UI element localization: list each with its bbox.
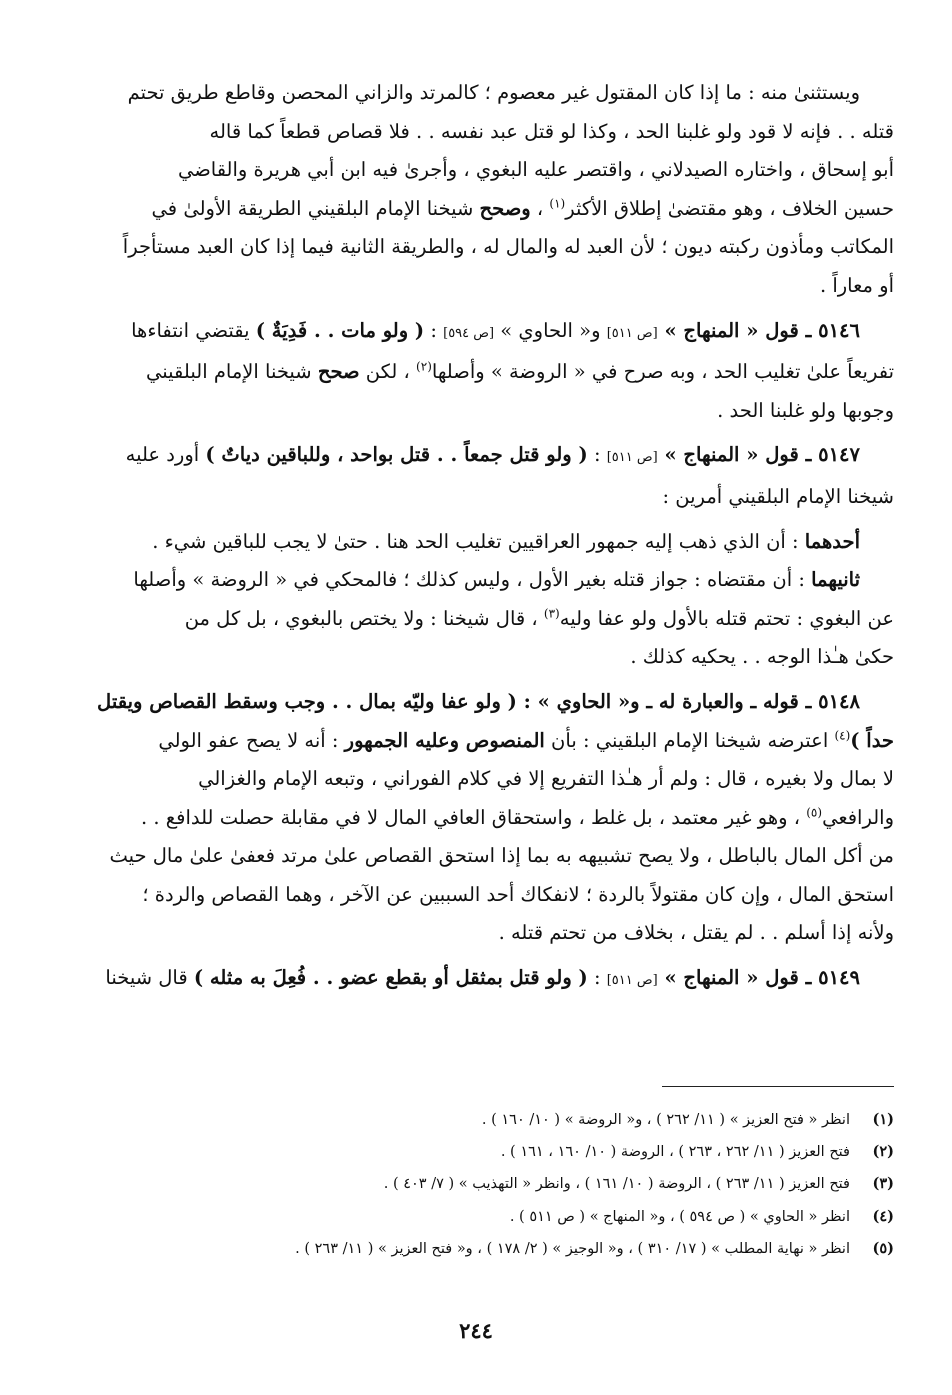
quoted-text: ( ولو قتل جمعاً . . قتل بواحد ، وللباقين دياتٌ ) [205,443,588,467]
text-line: ولأنه إذا أسلم . . لم يقتل ، بخلاف من تحتم قتله . [498,921,894,945]
text-line: أو معاراً . [819,273,894,297]
footnote-marker: (١) [872,1111,894,1128]
footnote-item [58,1201,894,1233]
text-segment: : [424,318,444,342]
text-segment: والرافعي [822,805,894,829]
quoted-text: ( ولو مات . . فَدِيَةٌ ) [255,318,425,342]
footnote-reference[interactable]: (٣) [543,606,560,621]
text-line [58,722,894,761]
paragraph-5149 [58,959,894,1001]
text-segment: ، وهو غير معتمد ، بل غلط ، واستحقاق العافي المال لا في مقابلة حصلت للدافع . . [140,805,807,829]
text-segment: : أنه لا يصح عفو الولي [158,728,345,752]
text-segment: ـ قول « المنهاج » [657,318,819,342]
text-line: وجوبها ولو غلبنا الحد . [717,398,894,422]
page-reference: [ص ٥١١] [606,325,658,341]
text-line: شيخنا الإمام البلقيني أمرين : [662,484,894,508]
text-line: لا بمال ولا بغيره ، قال : ولم أر هـٰذا التفريع إلا في كلام الفوراني ، وتبعه الإمام والغزالي [198,767,894,791]
paragraph-5146 [58,312,894,431]
text-segment: حسين الخلاف ، وهو مقتضىٰ إطلاق الأكثر [565,196,894,220]
page-number: ٢٤٤ [459,1318,493,1343]
footnote-marker: (٥) [872,1239,894,1257]
text-segment: ـ قول « المنهاج » [657,443,819,467]
quoted-text: ( ولو عفا وليّه بمال . . وجب وسقط القصاص ويقتل [97,689,517,713]
footnote-separator [662,1086,894,1087]
point-label: أحدهما [804,529,860,553]
text-line [58,190,894,229]
text-segment: قال شيخنا [105,966,194,990]
text-segment: ـ قول « المنهاج » [657,966,819,990]
footnote-reference[interactable]: (٥) [806,805,823,820]
text-segment: : [587,966,607,990]
text-segment: يقتضي انتفاءها [131,318,256,342]
text-segment: ، لكن [359,360,417,384]
text-segment: عن البغوي : تحتم قتله بالأول ولو عفا وليه [559,606,894,630]
quoted-text: ( ولو قتل بمثقل أو بقطع عضو . . فُعِلَ به مثله ) [193,966,588,990]
paragraph-5147 [58,436,894,516]
footnote-text: انظر « فتح العزيز » ( ١١/ ٢٦٢ ) ، و« الروضة » ( ١٠/ ١٦٠ ) . [481,1112,850,1128]
quoted-text: حداً ) [850,728,894,752]
text-segment: : أن مقتضاه : جواز قتله بغير الأول ، وليس كذلك ؛ فالمحكي في « الروضة » وأصلها [133,568,812,592]
footnote-reference[interactable]: (٢) [416,359,432,374]
bold-term: صحح [317,360,360,384]
footnote-item [58,1136,894,1168]
entry-number: ٥١٤٧ [818,443,860,467]
bold-term: وصحح [479,196,531,220]
page-reference: [ص ٥١١] [606,973,658,989]
footnote-reference[interactable]: (١) [549,196,566,211]
footnotes [58,1104,894,1265]
text-line [58,799,894,838]
footnote-reference[interactable]: (٤) [834,728,851,742]
bold-term: المنصوص وعليه الجمهور [344,728,545,752]
point-label: ثانيهما [811,568,860,592]
text-line [58,959,894,1001]
footnote-marker: (٣) [872,1175,894,1193]
paragraph-first-point [58,523,894,562]
text-segment: تفريعاً علىٰ تغليب الحد ، وبه صرح في « الروضة » وأصلها [431,360,894,384]
text-segment: ـ قوله ـ والعبارة له ـ و« الحاوي » : [516,689,819,713]
footnote-text: انظر « الحاوي » ( ص ٥٩٤ ) ، و« المنهاج » ( ص ٥١١ ) . [509,1208,850,1225]
paragraph-second-point [58,561,894,677]
text-line: من أكل المال بالباطل ، ولا يصح تشبيهه به بما إذا استحق القصاص علىٰ مرتد فعفىٰ علىٰ مال حيث [109,844,894,868]
text-line: حكىٰ هـٰذا الوجه . . يحكيه كذلك . [630,645,894,669]
text-segment: شيخنا الإمام البلقيني الطريقة الأولىٰ في [151,196,480,220]
footnote-text: فتح العزيز ( ١١/ ٢٦٣ ) ، الروضة ( ١٠/ ١٦١ ) ، وانظر « التهذيب » ( ٧/ ٤٠٣ ) . [383,1176,850,1193]
text-segment: اعترضه شيخنا الإمام البلقيني : بأن [544,728,835,752]
footnote-item [58,1233,894,1265]
text-line: ويستثنىٰ منه : ما إذا كان المقتول غير معصوم ؛ كالمرتد والزاني المحصن وقاطع طريق تحتم [127,81,860,104]
paragraph-1 [58,74,894,306]
text-segment: و« الحاوي » [494,318,607,342]
text-segment: شيخنا الإمام البلقيني [146,360,318,384]
entry-number: ٥١٤٦ [818,318,860,342]
text-segment: : أن الذي ذهب إليه جمهور العراقيين تغليب الحد هنا . حتىٰ لا يجب للباقين شيء . [152,529,805,553]
text-line: أبو إسحاق ، واختاره الصيدلاني ، واقتصر عليه البغوي ، وأجرىٰ فيه ابن أبي هريرة والقاضي [177,158,894,182]
paragraph-5148 [58,683,894,953]
entry-number: ٥١٤٩ [818,966,860,990]
footnote-text: انظر « نهاية المطلب » ( ١٧/ ٣١٠ ) ، و« الوجيز » ( ٢/ ١٧٨ ) ، و« فتح العزيز » ( ١١/ ٢٦٣ ) . [295,1240,850,1257]
text-segment: أورد عليه [125,443,206,467]
text-line: المكاتب ومأذون ركبته ديون ؛ لأن العبد له والمال له ، والطريقة الثانية فيما إذا كان العبد مستأجراً [122,235,894,259]
footnote-marker: (٢) [872,1143,894,1161]
footnote-item [58,1104,894,1136]
footnote-marker: (٤) [872,1207,894,1225]
text-line [58,312,894,354]
footnote-item [58,1168,894,1200]
footnote-text: فتح العزيز ( ١١/ ٢٦٢ ، ٢٦٣ ) ، الروضة ( ١٠/ ١٦٠ ، ١٦١ ) . [500,1144,850,1161]
page-reference: [ص ٥٩٤] [443,325,495,341]
text-segment: ، [530,196,550,220]
text-line [58,600,894,639]
entry-number: ٥١٤٨ [818,689,860,713]
text-line [58,436,894,478]
page-reference: [ص ٥١١] [606,450,658,466]
text-line [58,353,894,392]
text-line: استحق المال ، وإن كان مقتولاً بالردة ؛ لانفكاك أحد السببين عن الآخر ، وهما القصاص والردة ؛ [142,882,894,906]
text-segment: ، قال شيخنا : ولا يختص بالبغوي ، بل كل من [184,606,544,630]
text-line [58,683,894,722]
main-text [58,74,894,1001]
text-segment: : [587,443,607,467]
text-line [58,523,894,562]
text-line [58,561,894,600]
text-line: قتله . . فإنه لا قود ولو غلبنا الحد ، وكذا لو قتل عبد نفسه . . فلا قصاص قطعاً كما قاله [209,119,894,143]
